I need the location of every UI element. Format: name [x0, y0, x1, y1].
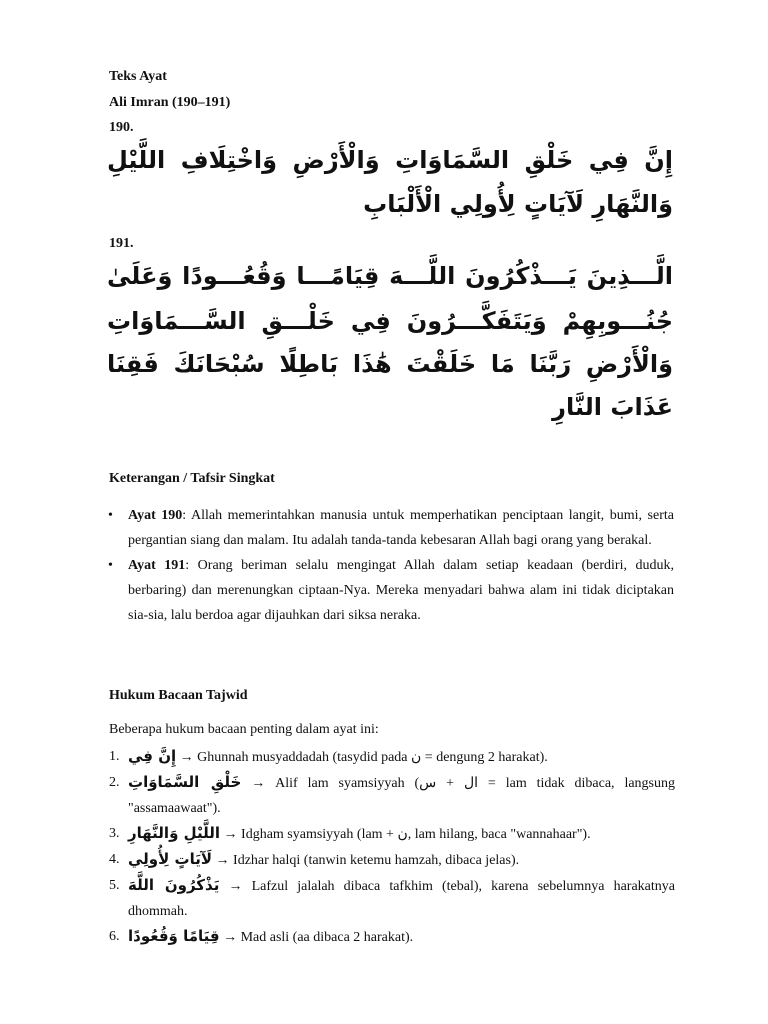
tajwid-rule: → Alif lam syamsiyyah (ال + س = lam tidak dibaca, langsung "assamaawaat").: [128, 776, 676, 816]
list-number: 3.: [109, 826, 120, 841]
list-number: 4.: [109, 852, 120, 867]
list-number: 6.: [109, 929, 120, 944]
surah-reference: Ali Imran (190–191): [109, 95, 231, 110]
tajwid-list: [109, 744, 675, 950]
tafsir-list: [108, 503, 674, 628]
tafsir-text: : Allah memerintahkan manusia untuk memperhatikan penciptaan langit, bumi, serta pergantian siang dan malam. Itu adalah tanda-tanda kebesaran Allah bagi orang yang berakal.: [128, 508, 674, 548]
arabic-verse-line: الَّـــذِينَ يَـــذْكُرُونَ اللَّـــهَ قِيَامًـــا وَقُعُـــودًا وَعَلَىٰ: [107, 262, 673, 290]
list-item: [109, 924, 675, 950]
bullet-icon: •: [108, 558, 113, 573]
arabic-example: يَذْكُرُونَ اللَّهَ: [128, 876, 220, 894]
list-item: [108, 553, 674, 628]
tajwid-rule: → Mad asli (aa dibaca 2 harakat).: [219, 930, 414, 945]
verse-number: 191.: [109, 236, 134, 251]
tafsir-text: : Orang beriman selalu mengingat Allah dalam setiap keadaan (berdiri, duduk, berbaring) dan merenungkan ciptaan-Nya. Mereka menyadari bahwa alam ini tidak diciptakan sia-sia, lalu berdoa agar dijauhkan dari siksa neraka.: [128, 558, 675, 623]
tajwid-heading: Hukum Bacaan Tajwid: [109, 688, 248, 703]
tafsir-heading: Keterangan / Tafsir Singkat: [109, 471, 275, 486]
arabic-example: خَلْقِ السَّمَاوَاتِ: [128, 773, 242, 791]
ayat-label: Ayat 190: [128, 508, 183, 523]
list-item: [109, 847, 675, 873]
list-item: [109, 873, 675, 924]
arabic-verse-line: جُنُـــوبِهِمْ وَيَتَفَكَّـــرُونَ فِي خَلْـــقِ السَّـــمَاوَاتِ: [107, 307, 673, 335]
list-item: [109, 770, 675, 821]
tajwid-rule: → Ghunnah musyaddadah (tasydid pada ن = dengung 2 harakat).: [176, 750, 548, 765]
arabic-example: إِنَّ فِي: [128, 747, 177, 765]
arabic-verse-line: عَذَابَ النَّارِ: [552, 393, 673, 421]
arabic-verse-line: إِنَّ فِي خَلْقِ السَّمَاوَاتِ وَالْأَرْضِ وَاخْتِلَافِ اللَّيْلِ: [107, 146, 673, 174]
section-title: Teks Ayat: [109, 69, 167, 84]
list-item: [109, 821, 675, 847]
arabic-verse-line: وَالنَّهَارِ لَآيَاتٍ لِأُولِي الْأَلْبَابِ: [363, 190, 673, 218]
ayat-label: Ayat 191: [128, 558, 186, 573]
list-item: [109, 744, 675, 770]
tajwid-rule: → Idzhar halqi (tanwin ketemu hamzah, dibaca jelas).: [212, 853, 520, 868]
tajwid-rule: → Idgham syamsiyyah (lam + ن, lam hilang, baca "wannahaar").: [220, 827, 591, 842]
list-number: 1.: [109, 749, 120, 764]
list-number: 2.: [109, 775, 120, 790]
verse-number: 190.: [109, 120, 134, 135]
arabic-example: قِيَامًا وَقُعُودًا: [128, 927, 220, 945]
list-number: 5.: [109, 878, 120, 893]
arabic-verse-line: وَالْأَرْضِ رَبَّنَا مَا خَلَقْتَ هَٰذَا بَاطِلًا سُبْحَانَكَ فَقِنَا: [107, 350, 673, 378]
arabic-example: لَآيَاتٍ لِأُولِي: [128, 850, 213, 868]
tajwid-intro: Beberapa hukum bacaan penting dalam ayat ini:: [109, 722, 379, 737]
arabic-example: اللَّيْلِ وَالنَّهَارِ: [128, 824, 221, 842]
bullet-icon: •: [108, 508, 113, 523]
list-item: [108, 503, 674, 553]
tajwid-rule: → Lafzul jalalah dibaca tafkhim (tebal), karena sebelumnya harakatnya dhommah.: [128, 879, 675, 919]
